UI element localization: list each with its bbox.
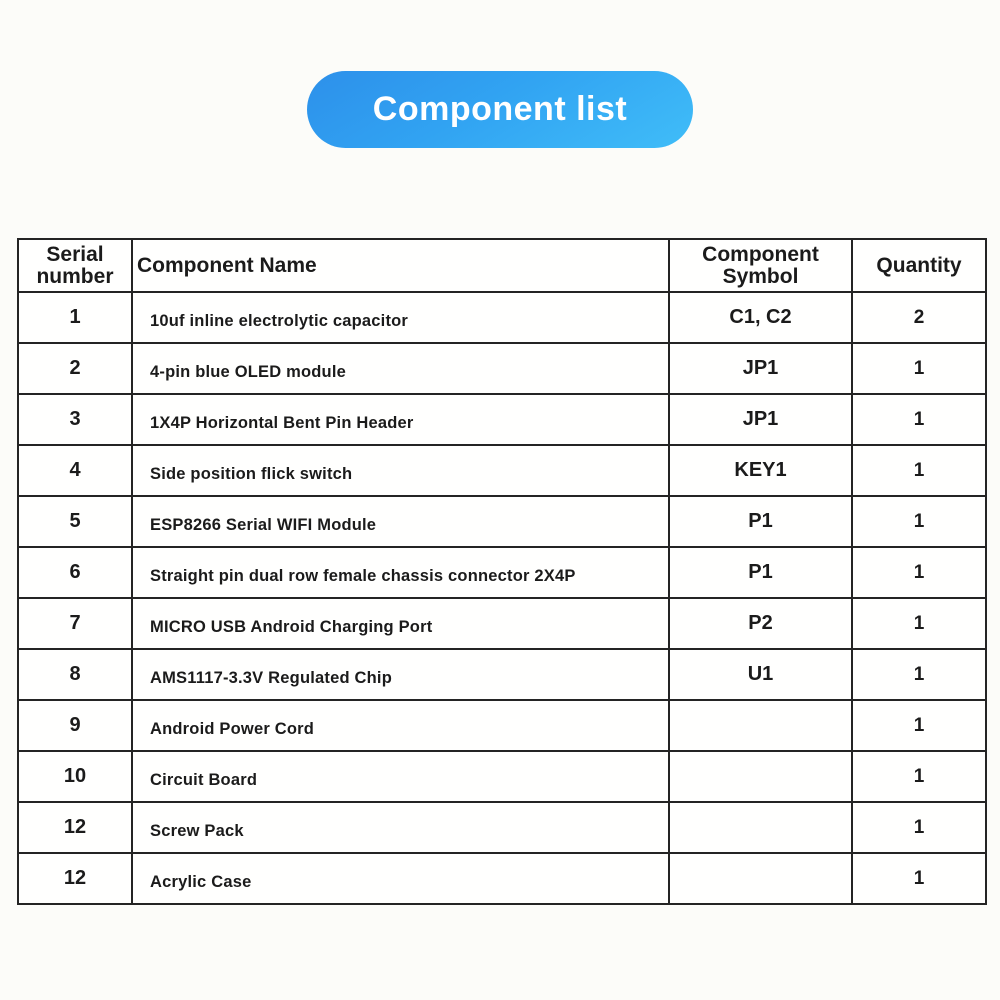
- component-name-cell: Android Power Cord: [132, 700, 669, 751]
- quantity-cell: 1: [852, 343, 986, 394]
- component-symbol-cell: [669, 853, 852, 904]
- serial-number-cell: 4: [18, 445, 132, 496]
- component-name-cell: Side position flick switch: [132, 445, 669, 496]
- serial-number-cell: 10: [18, 751, 132, 802]
- table-header-row: [18, 239, 986, 292]
- header-serial-number: Serial number: [18, 239, 132, 292]
- table-header: [18, 239, 986, 292]
- quantity-cell: 1: [852, 649, 986, 700]
- serial-number-cell: 3: [18, 394, 132, 445]
- quantity-cell: 1: [852, 751, 986, 802]
- quantity-cell: 1: [852, 700, 986, 751]
- component-symbol-cell: P2: [669, 598, 852, 649]
- serial-number-cell: 8: [18, 649, 132, 700]
- header-component-name: Component Name: [132, 239, 669, 292]
- table-row: [18, 751, 986, 802]
- table-row: [18, 598, 986, 649]
- quantity-cell: 1: [852, 598, 986, 649]
- component-name-cell: 10uf inline electrolytic capacitor: [132, 292, 669, 343]
- table-row: [18, 343, 986, 394]
- table-row: [18, 547, 986, 598]
- table-row: [18, 649, 986, 700]
- component-name-cell: MICRO USB Android Charging Port: [132, 598, 669, 649]
- table-row: [18, 394, 986, 445]
- component-symbol-cell: U1: [669, 649, 852, 700]
- serial-number-cell: 9: [18, 700, 132, 751]
- table-row: [18, 445, 986, 496]
- quantity-cell: 1: [852, 394, 986, 445]
- component-symbol-cell: P1: [669, 496, 852, 547]
- header-component-symbol: Component Symbol: [669, 239, 852, 292]
- table-body: [18, 292, 986, 904]
- header-quantity: Quantity: [852, 239, 986, 292]
- component-symbol-cell: P1: [669, 547, 852, 598]
- component-name-cell: ESP8266 Serial WIFI Module: [132, 496, 669, 547]
- quantity-cell: 1: [852, 496, 986, 547]
- component-name-cell: Straight pin dual row female chassis connector 2X4P: [132, 547, 669, 598]
- component-symbol-cell: JP1: [669, 343, 852, 394]
- quantity-cell: 1: [852, 853, 986, 904]
- table-row: [18, 700, 986, 751]
- title-pill: [307, 71, 693, 148]
- component-name-cell: 4-pin blue OLED module: [132, 343, 669, 394]
- component-name-cell: Acrylic Case: [132, 853, 669, 904]
- component-name-cell: AMS1117-3.3V Regulated Chip: [132, 649, 669, 700]
- table-row: [18, 802, 986, 853]
- table-row: [18, 496, 986, 547]
- serial-number-cell: 6: [18, 547, 132, 598]
- component-name-cell: 1X4P Horizontal Bent Pin Header: [132, 394, 669, 445]
- table-row: [18, 292, 986, 343]
- quantity-cell: 1: [852, 445, 986, 496]
- component-symbol-cell: KEY1: [669, 445, 852, 496]
- component-name-cell: Screw Pack: [132, 802, 669, 853]
- component-name-cell: Circuit Board: [132, 751, 669, 802]
- quantity-cell: 1: [852, 802, 986, 853]
- component-symbol-cell: [669, 751, 852, 802]
- component-symbol-cell: [669, 700, 852, 751]
- serial-number-cell: 12: [18, 853, 132, 904]
- table-row: [18, 853, 986, 904]
- quantity-cell: 2: [852, 292, 986, 343]
- serial-number-cell: 1: [18, 292, 132, 343]
- quantity-cell: 1: [852, 547, 986, 598]
- serial-number-cell: 12: [18, 802, 132, 853]
- component-symbol-cell: C1, C2: [669, 292, 852, 343]
- serial-number-cell: 2: [18, 343, 132, 394]
- component-symbol-cell: [669, 802, 852, 853]
- serial-number-cell: 5: [18, 496, 132, 547]
- serial-number-cell: 7: [18, 598, 132, 649]
- page-title: Component list: [372, 90, 628, 128]
- component-symbol-cell: JP1: [669, 394, 852, 445]
- component-table: [17, 238, 987, 905]
